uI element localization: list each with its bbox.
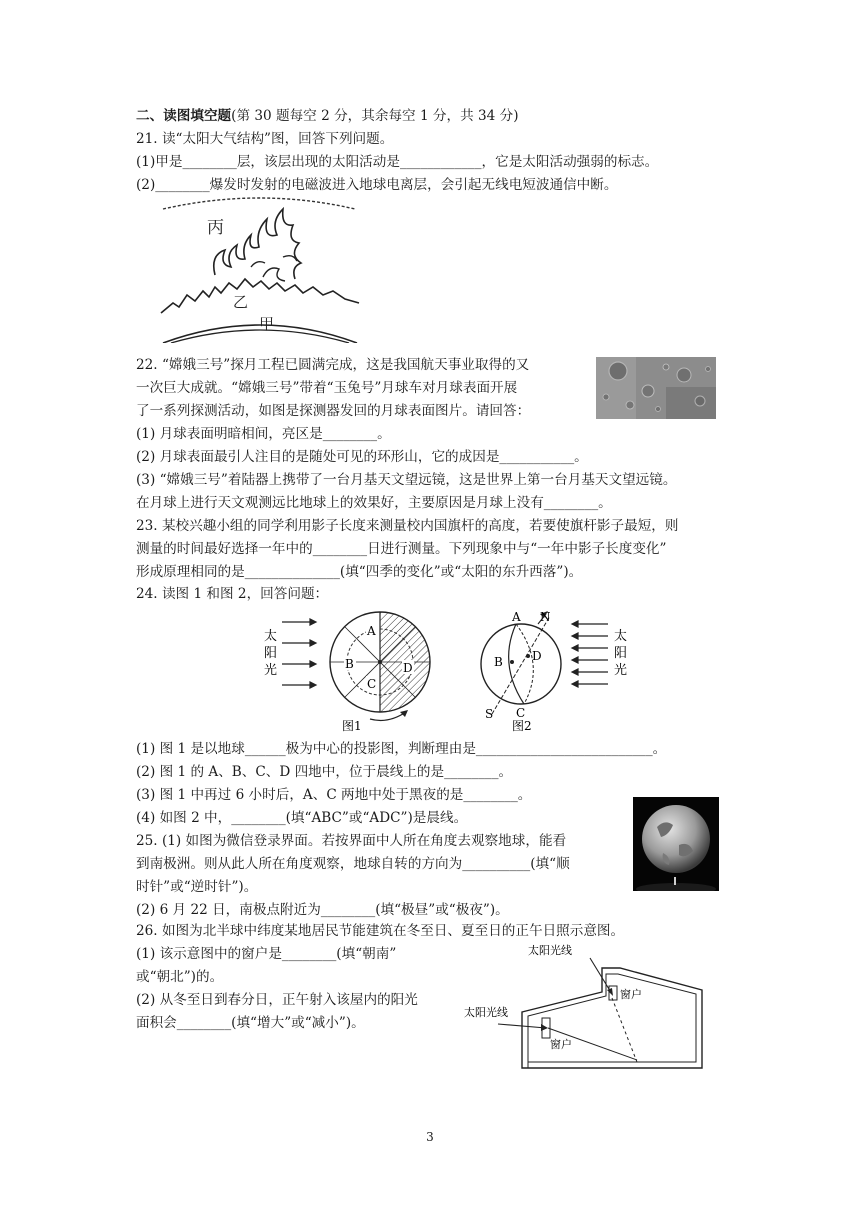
flare-loops xyxy=(251,256,297,281)
fig2-label-a: A xyxy=(512,610,521,624)
prominence-flames xyxy=(214,209,301,279)
figure-2-earth-tilt xyxy=(476,606,646,734)
chromosphere-spicules xyxy=(161,279,359,313)
q25-line1: 25. (1) 如图为微信登录界面。若按界面中人所在角度去观察地球，能看 xyxy=(136,833,567,849)
q23-line2: 测量的时间最好选择一年中的________日进行测量。下列现象中与“一年中影子长度变化” xyxy=(136,541,667,557)
circle-abc xyxy=(509,624,524,704)
fig2-label-d: D xyxy=(532,649,542,663)
q24-part1: (1) 图 1 是以地球______极为中心的投影图，判断理由是__________________________。 xyxy=(136,741,667,757)
sunray-label-left: 太阳光线 xyxy=(464,1006,508,1019)
q22-line3: 了一系列探测活动，如图是探测器发回的月球表面图片。请回答： xyxy=(136,403,531,419)
sun-char-1b: 太 xyxy=(614,629,628,644)
fig1-caption: 图1 xyxy=(342,719,362,733)
q22-part2: (2) 月球表面最引人注目的是随处可见的环形山，它的成因是___________。 xyxy=(136,449,588,465)
section-header xyxy=(136,107,519,125)
fig1-label-b: B xyxy=(345,657,354,671)
corona-outer-boundary xyxy=(163,198,355,209)
q26-part2b: 面积会________(填“增大”或“减小”)。 xyxy=(136,1015,365,1031)
fig2-label-b: B xyxy=(494,655,503,669)
q26-part2a: (2) 从冬至日到春分日，正午射入该屋内的阳光 xyxy=(136,992,418,1008)
q21-part2: (2)________爆发时发射的电磁波进入地球电离层，会引起无线电短波通信中断。 xyxy=(136,177,618,193)
q23-line1: 23. 某校兴趣小组的同学利用影子长度来测量校内国旗杆的高度，若要使旗杆影子最短，则 xyxy=(136,518,679,534)
moon-surface-photo xyxy=(596,357,716,419)
fig1-label-d: D xyxy=(403,661,413,675)
q24-stem: 24. 读图 1 和图 2，回答问题： xyxy=(136,586,329,602)
q22-line1: 22. “嫦娥三号”探月工程已圆满完成，这是我国航天事业取得的又 xyxy=(136,357,530,373)
sun-char-3b: 光 xyxy=(614,663,628,678)
sun-char-1: 太 xyxy=(264,629,278,644)
q25-line4: (2) 6 月 22 日，南极点附近为________(填“极昼”或“极夜”)。 xyxy=(136,902,509,918)
fig2-caption: 图2 xyxy=(512,719,532,733)
wechat-earth-image xyxy=(633,797,719,891)
q21-part1: (1)甲是________层，该层出现的太阳活动是____________，它是太阳活动强弱的标志。 xyxy=(136,154,659,170)
q26-stem: 26. 如图为北半球中纬度某地居民节能建筑在冬至日、夏至日的正午日照示意图。 xyxy=(136,923,625,939)
q24-part4: (4) 如图 2 中，________(填“ABC”或“ADC”)是晨线。 xyxy=(136,810,468,826)
section-title: 二、读图填空题 xyxy=(136,108,232,124)
fig1-label-c: C xyxy=(367,677,377,691)
person-silhouette xyxy=(674,877,676,885)
sun-char-2b: 阳 xyxy=(614,646,628,661)
section-note: (第 30 题每空 2 分，其余每空 1 分，共 34 分) xyxy=(231,108,519,124)
circle-adc xyxy=(516,624,533,704)
q21-stem: 21. 读“太阳大气结构”图，回答下列问题。 xyxy=(136,131,394,147)
q22-part3b: 在月球上进行天文观测远比地球上的效果好，主要原因是月球上没有________。 xyxy=(136,495,612,511)
rotation-arrow xyxy=(370,712,406,720)
fig2-label-s: S xyxy=(485,707,494,721)
q24-part3: (3) 图 1 中再过 6 小时后，A、C 两地中处于黑夜的是________。 xyxy=(136,787,532,803)
q26-part1a: (1) 该示意图中的窗户是________(填“朝南” xyxy=(136,946,397,962)
window-label-bottom: 窗户 xyxy=(550,1038,572,1051)
page-number: 3 xyxy=(426,1130,434,1144)
q24-part2: (2) 图 1 的 A、B、C、D 四地中，位于晨线上的是________。 xyxy=(136,764,513,780)
window-label-top: 窗户 xyxy=(620,988,642,1001)
sunlight-arrows-left xyxy=(282,619,316,688)
q26-part1b: 或“朝北”)的。 xyxy=(136,969,224,985)
sunlight-arrows-right xyxy=(572,621,608,687)
earth-outline-2 xyxy=(481,624,561,704)
fig1-label-a: A xyxy=(367,624,376,638)
q22-part3a: (3) “嫦娥三号”着陆器上携带了一台月基天文望远镜，这是世界上第一台月基天文望远镜。 xyxy=(136,472,677,488)
fig2-label-c: C xyxy=(516,706,526,720)
q25-line3: 时针”或“逆时针”)。 xyxy=(136,879,258,895)
building-sunlight-diagram xyxy=(462,940,712,1074)
sun-atmosphere-figure xyxy=(155,195,365,343)
figure-1-polar-projection xyxy=(260,606,440,734)
q22-line2: 一次巨大成就。“嫦娥三号”带着“玉兔号”月球车对月球表面开展 xyxy=(136,380,518,396)
label-bing: 丙 xyxy=(207,218,224,238)
earth-globe xyxy=(642,805,710,873)
q23-line3: 形成原理相同的是______________(填“四季的变化”或“太阳的东升西落”)。 xyxy=(136,564,583,580)
q25-line2: 到南极洲。则从此人所在角度观察，地球自转的方向为__________(填“顺 xyxy=(136,856,570,872)
fig2-label-n: N xyxy=(540,610,551,624)
q22-part1: (1) 月球表面明暗相间，亮区是________。 xyxy=(136,426,391,442)
sun-char-3: 光 xyxy=(264,663,278,678)
label-yi: 乙 xyxy=(233,293,249,311)
sunray-label-top: 太阳光线 xyxy=(528,944,572,957)
sun-char-2: 阳 xyxy=(264,646,278,661)
summer-sunray xyxy=(590,958,612,994)
label-jia: 甲 xyxy=(259,315,275,333)
